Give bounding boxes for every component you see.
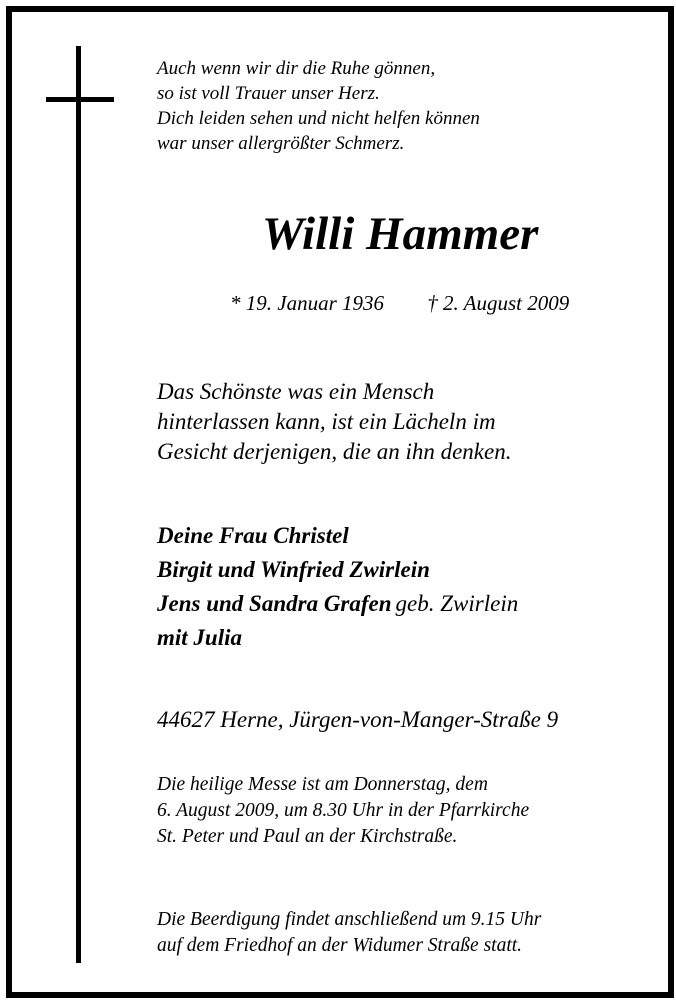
mourners-list	[157, 519, 518, 655]
mourner-name: Deine Frau Christel	[157, 523, 349, 548]
mourner-name: mit Julia	[157, 625, 242, 650]
quote-line: hinterlassen kann, ist ein Lächeln im	[157, 409, 496, 434]
mourner-entry	[157, 621, 518, 655]
birth-date: * 19. Januar 1936	[230, 291, 384, 315]
poem	[157, 56, 480, 156]
burial-line: Die Beerdigung findet anschließend um 9.15 Uhr	[157, 909, 542, 930]
mourner-name: Birgit und Winfried Zwirlein	[157, 557, 430, 582]
poem-line: Auch wenn wir dir die Ruhe gönnen,	[157, 58, 436, 79]
family-address: 44627 Herne, Jürgen-von-Manger-Straße 9	[157, 707, 559, 732]
life-dates	[230, 289, 569, 317]
mourner-entry	[157, 553, 518, 587]
mass-announcement	[157, 772, 529, 850]
mass-line: Die heilige Messe ist am Donnerstag, dem	[157, 774, 488, 795]
poem-line: war unser allergrößter Schmerz.	[157, 133, 405, 154]
mass-line: 6. August 2009, um 8.30 Uhr in der Pfarrkirche	[157, 800, 530, 821]
deceased-name: Willi Hammer	[262, 208, 539, 260]
mourner-entry	[157, 519, 518, 553]
cross-horizontal-bar	[46, 97, 114, 102]
cross-vertical-bar	[76, 46, 81, 963]
mourner-entry	[157, 587, 518, 621]
mass-line: St. Peter und Paul an der Kirchstraße.	[157, 826, 458, 847]
quote-line: Gesicht derjenigen, die an ihn denken.	[157, 439, 512, 464]
burial-announcement	[157, 907, 541, 959]
memorial-quote	[157, 377, 511, 467]
burial-line: auf dem Friedhof an der Widumer Straße statt.	[157, 935, 523, 956]
quote-line: Das Schönste was ein Mensch	[157, 379, 435, 404]
death-date: † 2. August 2009	[427, 291, 570, 315]
poem-line: Dich leiden sehen und nicht helfen können	[157, 108, 480, 129]
mourner-name: Jens und Sandra Grafen	[157, 591, 392, 616]
mourner-maiden-name: geb. Zwirlein	[395, 591, 519, 616]
poem-line: so ist voll Trauer unser Herz.	[157, 83, 380, 104]
